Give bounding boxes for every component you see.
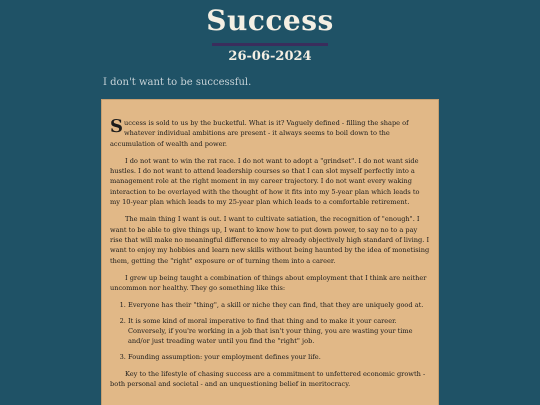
list-item: 1. Everyone has their "thing", a skill or niche they can find, that they are uniquely good at. [128, 300, 430, 310]
beliefs-list [110, 300, 430, 361]
article-body [101, 99, 439, 405]
article-paragraph-2: I do not want to win the rat race. I do not want to adopt a "grindset". I do not want side hustles. I do not want to attend leadership courses so that I can slot myself perfectly into a management role at the right moment in my career trajectory. I do not want every waking interaction to be overlayed with the thought of how it fits into my 5-year plan which leads to my 10-year plan which leads to my 25-year plan which leads to a comfortable retirement. [110, 156, 420, 207]
article-paragraph-5: Key to the lifestyle of chasing success are a commitment to unfettered economic growth - both personal and societal - and an unquestioning belief in meritocracy. [110, 369, 426, 389]
list-item: 3. Founding assumption: your employment defines your life. [128, 352, 430, 362]
list-item: 2. It is some kind of moral imperative to find that thing and to make it your career. Conversely, if you're working in a job that isn't your thing, you are wasting your time and/or just treading water until you find the "right" job. [128, 316, 430, 347]
article-paragraph-1 [110, 118, 430, 149]
post-date: 26-06-2024 [228, 49, 312, 64]
post-subtitle: I don't want to be successful. [103, 77, 252, 88]
article-paragraph-4: I grew up being taught a combination of things about employment that I think are neither uncommon nor healthy. They go something like this: [110, 273, 427, 293]
paragraph-1-text: uccess is sold to us by the bucketful. What is it? Vaguely defined - filling the shape of whatever individual ambitions are present - it always seems to boil down to the accumulation of wealth and power. [110, 119, 409, 148]
drop-cap: S [110, 116, 123, 137]
article-paragraph-3: The main thing I want is out. I want to cultivate satiation, the recognition of "enough". I want to be able to give things up, I want to know how to put down power, to say no to a pay rise that will make no meaningful difference to my already objectively high standard of living. I want to enjoy my hobbies and learn new skills without being haunted by the idea of monetising them, getting the "right" exposure or of turning them into a career. [110, 215, 430, 265]
page-title: Success [206, 4, 334, 37]
title-underline [212, 43, 328, 46]
